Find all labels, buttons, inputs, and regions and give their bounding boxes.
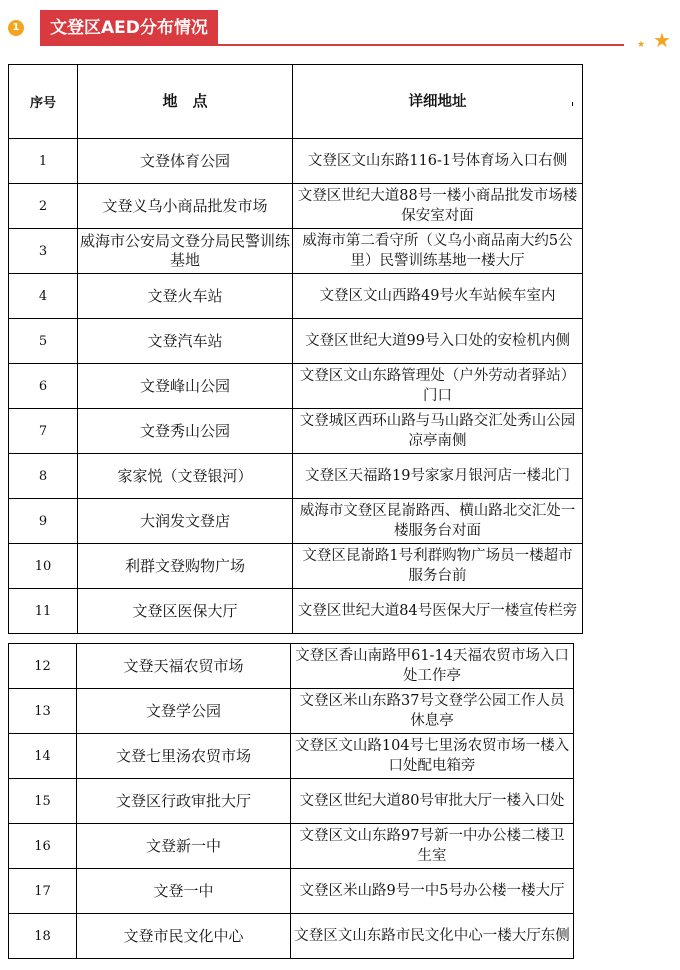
section-number-badge: 1: [8, 20, 24, 36]
row-number-cell: 12: [9, 644, 77, 689]
row-address-cell: 文登区米山路9号一中5号办公楼一楼大厅: [291, 869, 574, 914]
row-number-cell: 4: [9, 274, 78, 319]
title-underline: [40, 44, 624, 46]
row-number-cell: 2: [9, 184, 78, 229]
aed-table-page-2: [8, 643, 574, 959]
row-address-cell: 文登区文山路104号七里汤农贸市场一楼入口处配电箱旁: [291, 734, 574, 779]
row-address-cell: 文登区世纪大道80号审批大厅一楼入口处: [291, 779, 574, 824]
row-location-cell: 文登一中: [77, 869, 291, 914]
row-address-cell: 文登城区西环山路与马山路交汇处秀山公园凉亭南侧: [293, 409, 583, 454]
row-location-cell: 文登新一中: [77, 824, 291, 869]
row-number-cell: 10: [9, 544, 78, 589]
table-row: [9, 499, 583, 544]
row-location-cell: 文登秀山公园: [78, 409, 293, 454]
row-address-cell: 文登区香山南路甲61-14天福农贸市场入口处工作亭: [291, 644, 574, 689]
row-address-cell: 文登区世纪大道88号一楼小商品批发市场楼保安室对面: [293, 184, 583, 229]
row-location-cell: 文登天福农贸市场: [77, 644, 291, 689]
row-address-cell: 威海市文登区昆嵛路西、横山路北交汇处一楼服务台对面: [293, 499, 583, 544]
row-location-cell: 文登火车站: [78, 274, 293, 319]
aed-table-page-1: [8, 64, 583, 634]
row-address-cell: 文登区天福路19号家家月银河店一楼北门: [293, 454, 583, 499]
row-address-cell: 文登区文山东路市民文化中心一楼大厅东侧: [291, 914, 574, 959]
table-row: [9, 319, 583, 364]
table-row: [9, 454, 583, 499]
row-number-cell: 1: [9, 139, 78, 184]
row-location-cell: 文登学公园: [77, 689, 291, 734]
table-row: [9, 779, 574, 824]
row-address-cell: 文登区世纪大道84号医保大厅一楼宣传栏旁: [293, 589, 583, 634]
row-address-cell: 威海市第二看守所（义乌小商品南大约5公里）民警训练基地一楼大厅: [293, 229, 583, 274]
row-address-cell: 文登区昆嵛路1号利群购物广场员一楼超市服务台前: [293, 544, 583, 589]
table-row: [9, 409, 583, 454]
table-edge-mark: [572, 102, 573, 106]
row-number-cell: 17: [9, 869, 77, 914]
row-number-cell: 8: [9, 454, 78, 499]
row-location-cell: 利群文登购物广场: [78, 544, 293, 589]
table-row: [9, 544, 583, 589]
table-row: [9, 184, 583, 229]
row-location-cell: 文登体育公园: [78, 139, 293, 184]
row-number-cell: 6: [9, 364, 78, 409]
row-address-cell: 文登区米山东路37号文登学公园工作人员休息亭: [291, 689, 574, 734]
row-location-cell: 文登汽车站: [78, 319, 293, 364]
header-address: 详细地址: [293, 65, 583, 139]
row-location-cell: 威海市公安局文登分局民警训练基地: [78, 229, 293, 274]
table-row: [9, 689, 574, 734]
row-number-cell: 15: [9, 779, 77, 824]
row-number-cell: 14: [9, 734, 77, 779]
table-row: [9, 229, 583, 274]
row-address-cell: 文登区文山东路管理处（户外劳动者驿站）门口: [293, 364, 583, 409]
table-row: [9, 364, 583, 409]
row-location-cell: 文登区行政审批大厅: [77, 779, 291, 824]
star-icon: ★: [653, 28, 671, 52]
table-row: [9, 139, 583, 184]
row-location-cell: 大润发文登店: [78, 499, 293, 544]
row-location-cell: 文登峰山公园: [78, 364, 293, 409]
row-location-cell: 文登市民文化中心: [77, 914, 291, 959]
header-serial-number: 序号: [9, 65, 78, 139]
table-header-row: [9, 65, 583, 139]
row-location-cell: 家家悦（文登银河）: [78, 454, 293, 499]
row-number-cell: 9: [9, 499, 78, 544]
row-address-cell: 文登区世纪大道99号入口处的安检机内侧: [293, 319, 583, 364]
row-number-cell: 11: [9, 589, 78, 634]
row-number-cell: 5: [9, 319, 78, 364]
table-row: [9, 914, 574, 959]
row-number-cell: 13: [9, 689, 77, 734]
row-address-cell: 文登区文山西路49号火车站候车室内: [293, 274, 583, 319]
row-location-cell: 文登七里汤农贸市场: [77, 734, 291, 779]
row-address-cell: 文登区文山东路97号新一中办公楼二楼卫生室: [291, 824, 574, 869]
row-number-cell: 18: [9, 914, 77, 959]
row-number-cell: 16: [9, 824, 77, 869]
row-location-cell: 文登区医保大厅: [78, 589, 293, 634]
page-break: [0, 634, 680, 642]
section-header: [0, 0, 680, 56]
header-location: 地 点: [78, 65, 293, 139]
table-row: [9, 274, 583, 319]
star-icon: ★: [637, 40, 646, 50]
table-row: [9, 644, 574, 689]
table-row: [9, 734, 574, 779]
table-row: [9, 824, 574, 869]
row-address-cell: 文登区文山东路116-1号体育场入口右侧: [293, 139, 583, 184]
section-title: 文登区AED分布情况: [40, 10, 218, 46]
row-number-cell: 3: [9, 229, 78, 274]
row-number-cell: 7: [9, 409, 78, 454]
table-row: [9, 589, 583, 634]
table-row: [9, 869, 574, 914]
row-location-cell: 文登义乌小商品批发市场: [78, 184, 293, 229]
